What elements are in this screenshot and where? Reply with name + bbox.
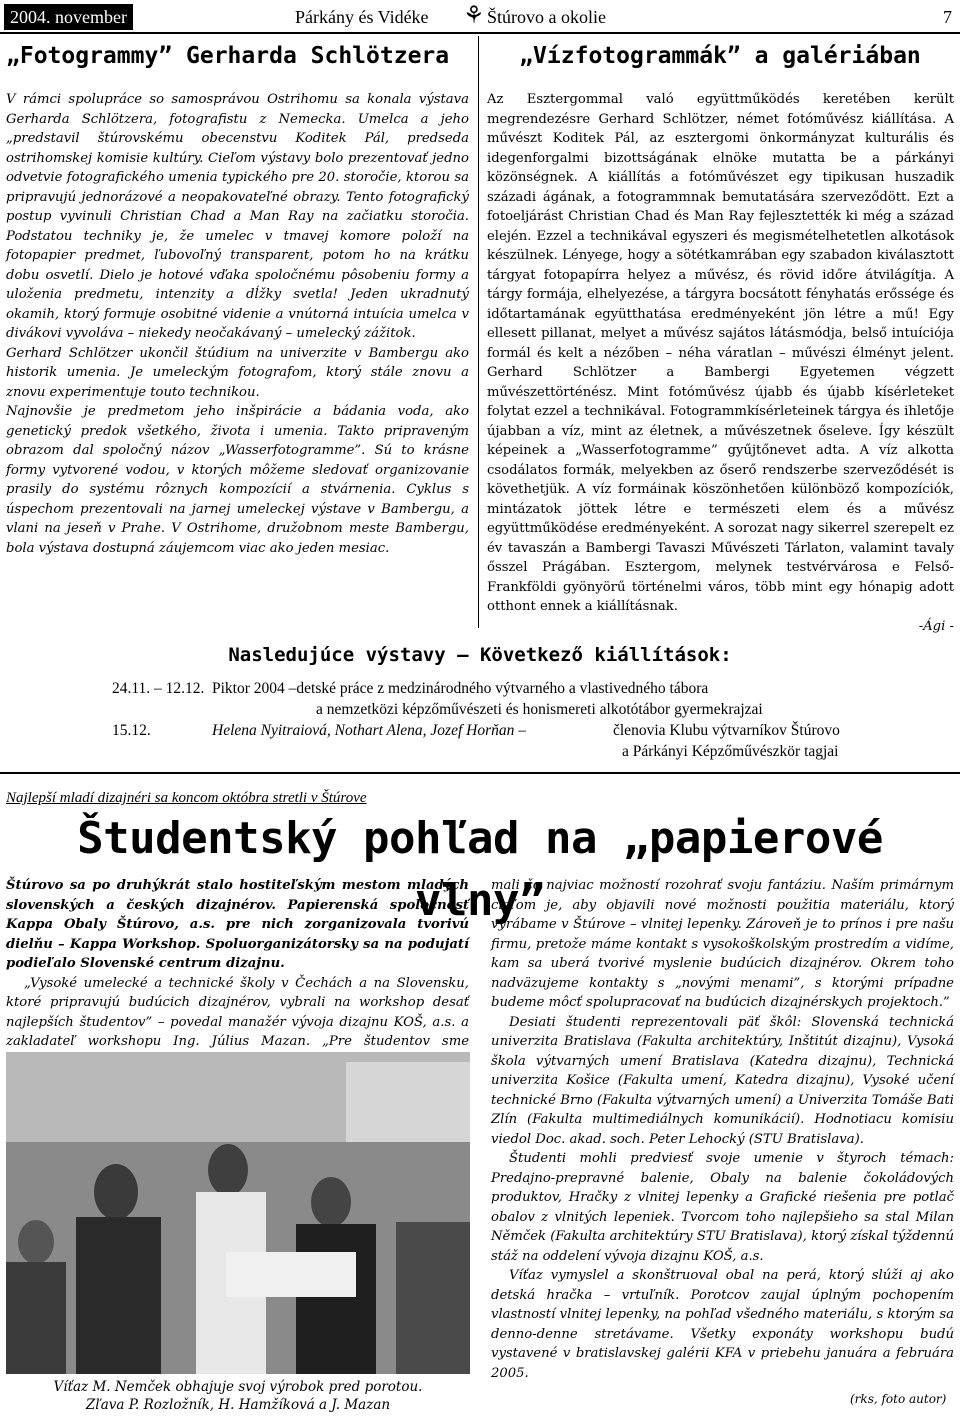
paragraph: V rámci spolupráce so samosprávou Ostrihomu sa konala výstava Gerharda Schlötzera, fotografistu z Nemecka. Umelca a jeho „predstavil štúrovskému obecenstvu Koditek Pál, predseda ostrihomskej komisie kultúry. Cieľom výstavy bolo prezentovať jedno odvetvie fotografického umenia typického pre 20. storočie, ktorou sa pripravujú jednorázové a neopakovateľné obrazy. Tento fotografický postup vyvinuli Christian Chad a Man Ray na začiatku storočia. Podstatou techniky je, že umelec v tmavej komore položí na fotopapier predmet, ľubovoľný transparent, potom ho na krátku dobu osvetlí. Dielo je hotové vďaka spoločnému pôsobeniu formy a uloženia predmetu, intenzity a dĺžky svetla! Jeden ukradnutý okamih, ktorý formuje osobitné videnie a vnútorná intuícia umelca v divákovi vyvoláva – niekedy neočakávaný – umelecký zážitok. [6,92,469,341]
exhibitions-list [0,678,960,762]
tulip-emblem-icon: ⚘ [463,3,485,29]
photo-caption [6,1378,470,1414]
page-number: 7 [943,7,952,27]
paragraph: Najnovšie je predmetom jeho inšpirácie a bádania voda, ako genetický predok všetkého, života i umenia. Takto pripraveným obrazom dal spoločný názov „Wasserfotogramme”. Sú to krásne formy vytvorené vodou, v ktorých môžeme sledovať organizovanie prasily do systému rôznych kompozícií a stvárnenia. Cyklus s úspechom prezentovali na jarnej umeleckej výstave v Bambergu, a vlani na jeseň v Prahe. V Ostrihome, družobnom meste Bambergu, bola výstava dostupná záujemcom viac ako jeden mesiac. [6,404,469,556]
paragraph: mali čo najviac možností rozohrať svoju fantáziu. Naším primárnym cieľom je, aby objavili nové možnosti použitia materiálu, ktorý vyrábame v Štúrove – vlnitej lepenky. Zároveň je to prínos i pre našu firmu, pretože máme kontakt s vysokoškolským prostredím a vidíme, kam sa uberá tvorivé myslenie budúcich dizajnérov. Okrem toho nadväzujeme kontakty s „novými menami”, s ktorými prípadne budeme môcť spolupracovať na budúcich dizajnérskych projektoch.” [491,878,954,1010]
exhibition-date: 24.11. – 12.12. [112,680,205,697]
exhibitions-title: Nasledujúce výstavy – Következő kiállítások: [228,644,732,666]
paragraph: Az Esztergommal való együttműködés keretében került megrendezésre Gerhard Schlötzer, német fotóművész kiállítása. A művészt Koditek Pál, az esztergomi önkormányzat kulturális és idegenforgalmi bizottságának elnöke mutatta be a párkányi közönségnek. A kiállítás a fotóművészet egy tipikusan huszadik századi ágának, a fotogrammnak bemutatására szerveződött. Ezt a fotoeljárást Christian Chad és Man Ray fejlesztették ki még a század elején. Ezzel a technikával egyszeri és megismételhetetlen alkotások készülnek. Lényege, hogy a sötétkamrában egy szabadon kiválasztott tárgyat fotopapírra helyez a művész, és rövid időre átvilágítja. A tárgy formája, elhelyezése, a tárgyra bocsátott fényhatás erőssége és időtartamának együtthatása eredményeként jön létre a mű! Egy ellesett pillanat, melyet a művész sajátos látásmódja, belső intuíciója formál és kelt a nézőben – néha váratlan – művészi élményt jelent. Gerhard Schlötzer a Bambergi Egyetemen végzett művészettörténész. Mint fotóművész újabb és újabb kísérleteket folytat ezzel a technikával. Fotogrammkísérleteinek tárgya és ihletője újabban a víz, mint az életnek, a művészetnek őseleve. Így készült képeinek a „Wasserfotogramme” gyűjtőnevet adta. A víz alkotta csodálatos formák, melyekben az őserő rendszerbe szerveződését is követhetjük. A víz formáinak köszönhetően különböző kompozíciók, mintázatok jöttek létre e természeti elem és a művész együttműködése eredményeként. A sorozat nagy sikerrel szerepelt ez év tavaszán a Bambergi Tavaszi Művészeti Tárlaton, valamint tavaly ősszel Prágában. Esztergom, melynek testvérvárosa e Felső-Frankföldi gyönyörű történelmi város, több mint egy hónapig adott otthont ennek a kiállításnak. [487,92,954,614]
author-signature: -Ági - [918,618,954,634]
article-body-left [6,876,469,1071]
paragraph: Víťaz vymyslel a skonštruoval obal na perá, ktorý slúži aj ako detská hračka – vrtuľník. Porotcov zaujal úplným pochopením vlastností vlnitej lepenky, na pohľad všedného materiálu, s ktorým sa denno-denne stretávame. Všetky exponáty workshopu budú vystavené v bratislavskej galérii KFA v priebehu januára a februára 2005. [491,1268,954,1381]
article-body-sk [6,90,469,558]
column-divider [478,36,479,628]
exhibition-artists: Helena Nyitraiová, Nothart Alena, Jozef Horňan – [212,722,526,739]
issue-date: 2004. november [4,4,133,30]
caption-line: Víťaz M. Nemček obhajuje svoj výrobok pred porotou. [53,1379,423,1395]
article-title-sk: „Fotogrammy” Gerharda Schlötzera [6,43,450,69]
photo-credit: (rks, foto autor) [850,1392,947,1406]
paragraph: Desiati študenti reprezentovali päť škôl: Slovenská technická univerzita Bratislava (Fakulta architektúry, Inštitút dizajnu), Vysoká škola výtvarných umení Bratislava (Katedra dizajnu), Technická univerzita Košice (Fakulta umení, Katedra dizajnu), Vysoké učení technické Brno (Fakulta výtvarných umení) a Univerzita Tomáše Bati Zlín (Fakulta multimediálnych komunikácií). Hodnotiacu komisiu viedol Doc. akad. soch. Peter Lehocký (STU Bratislava). [491,1014,954,1147]
paragraph: „Vysoké umelecké a technické školy v Čechách a na Slovensku, ktoré pripravujú budúcich dizajnérov, vybrali na workshop desať najlepších študentov” – povedal manažér vývoja dizajnu KOŠ, a.s. a zakladateľ workshopu Ing. Július Mazan. „Pre študentov sme [6,975,469,1049]
exhibition-text: a Párkányi Képzőművészkör tagjai [622,743,839,760]
article-title-hu: „Vízfotogrammák” a galériában [519,43,921,69]
article-body-right [491,876,954,1383]
region-name: Štúrovo a okolie [487,7,606,27]
paragraph: Gerhard Schlötzer ukončil štúdium na univerzite v Bambergu ako historik umenia. Je umeleckým fotografom, ktorý stále znovu a znovu experimentuje touto technikou. [6,345,469,400]
article-title: Študentský pohľad na „papierové vlny” [77,813,883,926]
lead-paragraph: Štúrovo sa po druhýkrát stalo hostiteľským mestom mladých slovenských a českých dizajnérov. Papierenská spoločnosť Kappa Obaly Štúrovo, a.s. pre nich zorganizovala tvorivú dielňu – Kappa Workshop. Spoluorganizátorsky sa na podujatí podieľalo Slovenské centrum dizajnu. [6,878,469,971]
exhibition-text: a nemzetközi képzőművészeti és honismereti alkotótábor gyermekrajzai [316,701,763,718]
exhibition-text: členovia Klubu výtvarníkov Štúrovo [613,722,840,739]
section-rule [0,772,960,774]
photo-illustration [6,1052,470,1374]
publication-name: Párkány és Vidéke [295,7,429,27]
caption-line: Zľava P. Rozložník, H. Hamžíková a J. Mazan [85,1397,391,1413]
article-kicker: Najlepší mladí dizajnéri sa koncom októbra stretli v Štúrove [6,790,367,806]
exhibition-text: Piktor 2004 –detské práce z medzinárodného výtvarného a vlastivedného tábora [212,680,709,697]
page-header [0,4,960,32]
photo [6,1052,470,1374]
exhibition-date: 15.12. [112,722,151,739]
paragraph: Študenti mohli predviesť svoje umenie v štyroch témach: Predajno-prepravné balenie, Obaly na balenie čokoládových produktov, Hračky z vlnitej lepenky a Grafické riešenia pre potlač obalov z vlnitých lepeniek. Tvorcom toho najlepšieho sa stal Milan Němček (Fakulta architektúry STU Bratislava), ktorý získal týždennú stáž na oddelení vývoja dizajnu KOŠ, a.s. [491,1151,954,1264]
header-rule [0,32,960,34]
article-body-hu [487,90,954,636]
